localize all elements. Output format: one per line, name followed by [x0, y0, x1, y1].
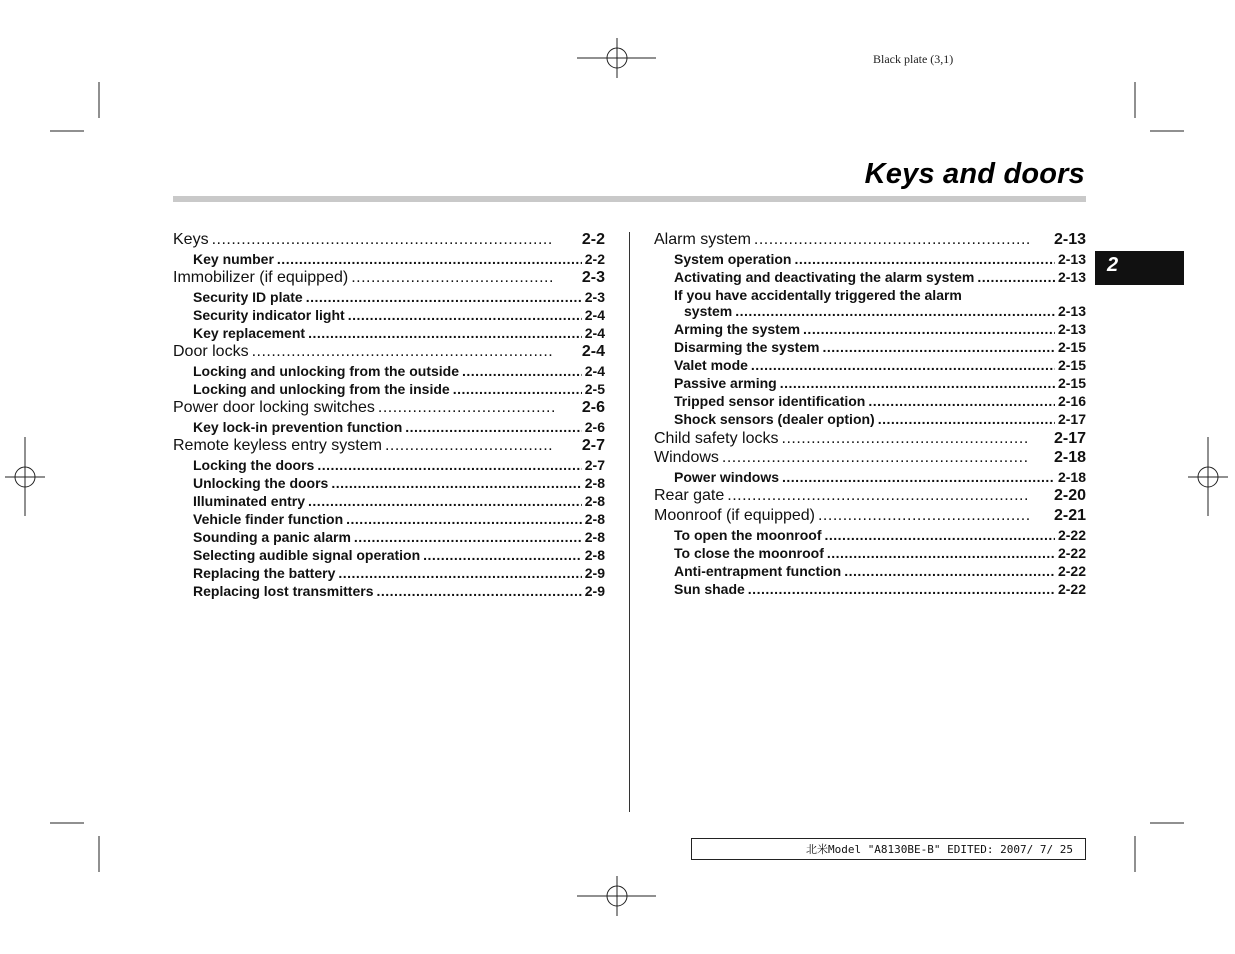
dot-leader [338, 565, 581, 581]
toc-page-number: 2-15 [1057, 339, 1086, 355]
toc-entry-title: Passive arming [674, 375, 777, 391]
toc-subentry[interactable] [173, 325, 605, 341]
dot-leader [977, 269, 1055, 285]
toc-entry-title: Anti-entrapment function [674, 563, 842, 579]
toc-page-number: 2-9 [584, 583, 605, 599]
edit-stamp-box [691, 838, 1086, 860]
toc-subentry[interactable] [654, 251, 1086, 267]
toc-page-number: 2-2 [581, 231, 605, 248]
toc-right-column [654, 230, 1086, 610]
toc-subentry[interactable] [173, 307, 605, 323]
toc-subentry[interactable] [654, 527, 1086, 543]
toc-entry[interactable] [654, 449, 1086, 467]
dot-leader [844, 563, 1055, 579]
toc-page-number: 2-22 [1057, 545, 1086, 561]
dot-leader [868, 393, 1055, 409]
toc-page-number: 2-22 [1057, 581, 1086, 597]
toc-subentry[interactable] [173, 363, 605, 379]
dot-leader [331, 475, 581, 491]
toc-subentry[interactable] [173, 583, 605, 599]
toc-entry-title: Locking the doors [193, 457, 315, 473]
toc-page-number: 2-17 [1053, 430, 1086, 447]
toc-entry[interactable] [173, 343, 605, 361]
dot-leader [751, 357, 1055, 373]
toc-entry[interactable] [173, 231, 605, 249]
toc-entry[interactable] [173, 269, 605, 287]
dot-leader [308, 325, 582, 341]
edit-stamp: 北米Model "A8130BE-B" EDITED: 2007/ 7/ 25 [805, 843, 1073, 856]
toc-subentry[interactable] [173, 419, 605, 435]
chapter-tab[interactable] [1095, 251, 1184, 285]
dot-leader [423, 547, 582, 563]
toc-subentry[interactable] [173, 289, 605, 305]
toc-page-number: 2-15 [1057, 375, 1086, 391]
toc-subentry[interactable] [173, 457, 605, 473]
page-title: Keys and doors [864, 158, 1085, 190]
toc-entry[interactable] [173, 437, 605, 455]
dot-leader [794, 251, 1054, 267]
toc-entry-title: Valet mode [674, 357, 748, 373]
dot-leader [722, 449, 1029, 467]
toc-page-number: 2-4 [584, 363, 605, 379]
toc-entry-title: Power door locking switches [173, 399, 375, 416]
toc-entry[interactable] [654, 231, 1086, 249]
toc-subentry[interactable] [654, 411, 1086, 427]
dot-leader [348, 307, 582, 323]
toc-subentry[interactable] [173, 511, 605, 527]
toc-page-number: 2-4 [584, 307, 605, 323]
toc-entry-title: Remote keyless entry system [173, 437, 382, 454]
chapter-number: 2 [1107, 254, 1119, 276]
toc-page-number: 2-15 [1057, 357, 1086, 373]
dot-leader [825, 527, 1055, 543]
toc-page-number: 2-13 [1057, 251, 1086, 267]
toc-entry-title: Immobilizer (if equipped) [173, 269, 349, 286]
toc-entry-title: If you have accidentally triggered the alarm [674, 287, 962, 303]
column-divider [629, 232, 630, 812]
toc-left-column [173, 230, 605, 610]
toc-page-number: 2-7 [581, 437, 605, 454]
toc-entry-title: Activating and deactivating the alarm system [674, 269, 975, 285]
toc-page-number: 2-20 [1053, 487, 1086, 504]
toc-page-number: 2-4 [584, 325, 605, 341]
toc-page-number: 2-9 [584, 565, 605, 581]
toc-page-number: 2-16 [1057, 393, 1086, 409]
toc-page-number: 2-21 [1053, 507, 1086, 524]
toc-subentry[interactable] [654, 357, 1086, 373]
toc-entry-title: Replacing the battery [193, 565, 336, 581]
toc-entry-title: Locking and unlocking from the outside [193, 363, 460, 379]
dot-leader [823, 339, 1055, 355]
toc-subentry[interactable] [654, 581, 1086, 597]
toc-subentry[interactable] [173, 493, 605, 509]
toc-page-number: 2-8 [584, 529, 605, 545]
toc-subentry[interactable] [654, 375, 1086, 391]
toc-entry-title: System operation [674, 251, 792, 267]
toc-entry-title: system [684, 303, 733, 319]
dot-leader [780, 375, 1055, 391]
toc-entry-title: Illuminated entry [193, 493, 306, 509]
dot-leader [277, 251, 582, 267]
toc-subentry[interactable] [654, 269, 1086, 285]
toc-page-number: 2-13 [1057, 321, 1086, 337]
toc-entry-title: Arming the system [674, 321, 801, 337]
dot-leader [748, 581, 1055, 597]
toc-entry[interactable] [654, 507, 1086, 525]
toc-page-number: 2-8 [584, 547, 605, 563]
toc-entry-title: Selecting audible signal operation [193, 547, 421, 563]
toc-page-number: 2-18 [1053, 449, 1086, 466]
toc-page-number: 2-4 [581, 343, 605, 360]
dot-leader [212, 231, 554, 249]
toc-entry[interactable] [173, 399, 605, 417]
toc-entry-title: Locking and unlocking from the inside [193, 381, 450, 397]
toc-entry-title: Door locks [173, 343, 249, 360]
toc-page-number: 2-8 [584, 511, 605, 527]
toc-subentry[interactable] [173, 547, 605, 563]
toc-entry-title: Shock sensors (dealer option) [674, 411, 875, 427]
dot-leader [735, 303, 1055, 319]
toc-entry-title: Rear gate [654, 487, 725, 504]
dot-leader [385, 437, 554, 455]
dot-leader [827, 545, 1055, 561]
dot-leader [453, 381, 582, 397]
toc-entry-title: To open the moonroof [674, 527, 822, 543]
toc-subentry[interactable] [654, 339, 1086, 355]
toc-subentry[interactable] [654, 545, 1086, 561]
toc-page-number: 2-13 [1057, 303, 1086, 319]
toc-page-number: 2-5 [584, 381, 605, 397]
toc-entry-title: Unlocking the doors [193, 475, 329, 491]
toc-entry-title: Key number [193, 251, 274, 267]
toc-entry-title: Sun shade [674, 581, 745, 597]
dot-leader [377, 583, 582, 599]
toc-subentry[interactable] [654, 563, 1086, 579]
dot-leader [306, 289, 582, 305]
dot-leader [754, 231, 1029, 249]
toc-page-number: 2-8 [584, 493, 605, 509]
toc-page-number: 2-6 [581, 399, 605, 416]
dot-leader [252, 343, 554, 361]
dot-leader [782, 430, 1030, 448]
toc-page-number: 2-7 [584, 457, 605, 473]
toc-page-number: 2-3 [581, 269, 605, 286]
toc-entry[interactable] [654, 430, 1086, 448]
toc-entry[interactable] [654, 487, 1086, 505]
toc-entry-title: Moonroof (if equipped) [654, 507, 815, 524]
dot-leader [818, 507, 1029, 525]
toc-entry-title: Key lock-in prevention function [193, 419, 403, 435]
toc-entry-title: Alarm system [654, 231, 751, 248]
toc-subentry[interactable] [173, 381, 605, 397]
toc-entry-title: Windows [654, 449, 719, 466]
toc-page-number: 2-22 [1057, 527, 1086, 543]
toc-entry-title: Keys [173, 231, 209, 248]
toc-entry-title: Child safety locks [654, 430, 779, 447]
dot-leader [462, 363, 582, 379]
dot-leader [782, 469, 1055, 485]
toc-subentry[interactable] [173, 475, 605, 491]
toc-page-number: 2-6 [584, 419, 605, 435]
toc-subentry[interactable] [173, 565, 605, 581]
toc-subentry[interactable] [654, 303, 1086, 319]
toc-subentry[interactable] [654, 393, 1086, 409]
toc-subentry[interactable] [654, 321, 1086, 337]
toc-entry-title: Security indicator light [193, 307, 345, 323]
toc-entry-title: Tripped sensor identification [674, 393, 866, 409]
title-rule [173, 196, 1086, 202]
toc-page-number: 2-18 [1057, 469, 1086, 485]
plate-label: Black plate (3,1) [873, 52, 954, 66]
toc-subentry[interactable] [173, 529, 605, 545]
toc-entry-title: To close the moonroof [674, 545, 824, 561]
toc-page-number: 2-13 [1053, 231, 1086, 248]
dot-leader [878, 411, 1055, 427]
toc-entry-title: Disarming the system [674, 339, 820, 355]
dot-leader [354, 529, 582, 545]
dot-leader [803, 321, 1055, 337]
toc-page-number: 2-8 [584, 475, 605, 491]
toc-entry-title: Security ID plate [193, 289, 303, 305]
dot-leader [378, 399, 554, 417]
toc-page-number: 2-13 [1057, 269, 1086, 285]
toc-subentry[interactable] [654, 469, 1086, 485]
toc-entry-title: Sounding a panic alarm [193, 529, 351, 545]
dot-leader [346, 511, 582, 527]
toc-entry-title: Replacing lost transmitters [193, 583, 374, 599]
toc-subentry[interactable] [173, 251, 605, 267]
toc-entry-title: Vehicle finder function [193, 511, 344, 527]
toc-entry-title: Power windows [674, 469, 780, 485]
dot-leader [351, 269, 554, 287]
dot-leader [727, 487, 1029, 505]
dot-leader [308, 493, 582, 509]
toc-page-number: 2-2 [584, 251, 605, 267]
dot-leader [405, 419, 582, 435]
dot-leader [317, 457, 581, 473]
toc-page-number: 2-22 [1057, 563, 1086, 579]
toc-page-number: 2-3 [584, 289, 605, 305]
toc-entry-title: Key replacement [193, 325, 306, 341]
toc-page-number: 2-17 [1057, 411, 1086, 427]
